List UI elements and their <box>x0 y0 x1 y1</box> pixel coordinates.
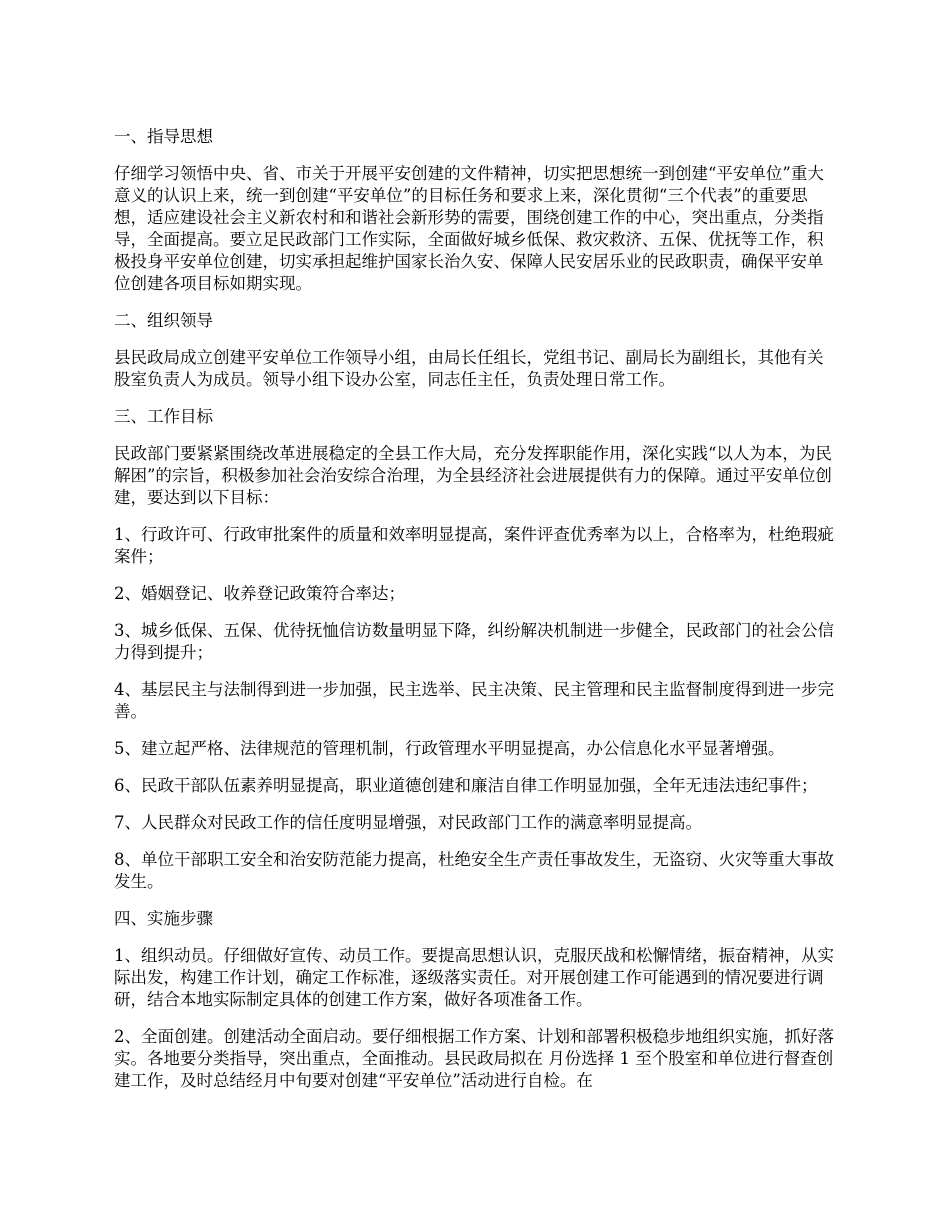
section-heading: 四、实施步骤 <box>114 909 213 928</box>
list-item: 1、行政许可、行政审批案件的质量和效率明显提高，案件评查优秀率为以上，合格率为，杜绝瑕疵案件； <box>114 525 834 566</box>
list-item: 7、人民群众对民政工作的信任度明显增强，对民政部门工作的满意率明显提高。 <box>114 813 702 832</box>
list-item: 1、组织动员。仔细做好宣传、动员工作。要提高思想认识，克服厌战和松懈情绪，振奋精神，从实际出发，构建工作计划，确定工作标准，逐级落实责任。对开展创建工作可能遇到的情况要进行调研，结合本地实际制定具体的创建工作方案，做好各项准备工作。 <box>114 946 834 1009</box>
list-item: 3、城乡低保、五保、优待抚恤信访数量明显下降，纠纷解决机制进一步健全，民政部门的社会公信力得到提升； <box>114 621 834 662</box>
list-item: 5、建立起严格、法律规范的管理机制，行政管理水平明显提高，办公信息化水平显著增强。 <box>114 739 785 758</box>
paragraph: 仔细学习领悟中央、省、市关于开展平安创建的文件精神，切实把思想统一到创建“平安单位”重大意义的认识上来，统一到创建“平安单位”的目标任务和要求上来，深化贯彻“三个代表”的重要思想，适应建设社会主义新农村和和谐社会新形势的需要，围绕创建工作的中心，突出重点，分类指导，全面提高。要立足民政部门工作实际，全面做好城乡低保、救灾救济、五保、优抚等工作，积极投身平安单位创建，切实承担起维护国家长治久安、保障人民安居乐业的民政职责，确保平安单位创建各项目标如期实现。 <box>114 164 824 293</box>
list-item: 8、单位干部职工安全和治安防范能力提高，杜绝安全生产责任事故发生，无盗窃、火灾等重大事故发生。 <box>114 850 834 891</box>
document-page <box>114 126 839 1107</box>
paragraph: 民政部门要紧紧围绕改革进展稳定的全县工作大局，充分发挥职能作用，深化实践“以人为本，为民解困”的宗旨，积极参加社会治安综合治理，为全县经济社会进展提供有力的保障。通过平安单位创建，要达到以下目标： <box>114 444 832 507</box>
list-item: 4、基层民主与法制得到进一步加强，民主选举、民主决策、民主管理和民主监督制度得到进一步完善。 <box>114 680 834 721</box>
list-item: 2、全面创建。创建活动全面启动。要仔细根据工作方案、计划和部署积极稳步地组织实施，抓好落实。各地要分类指导，突出重点，全面推动。县民政局拟在 月份选择 1 至个股室和单位进行督查创建工作，及时总结经月中旬要对创建“平安单位”活动进行自检。在 <box>114 1027 834 1090</box>
list-item: 2、婚姻登记、收养登记政策符合率达； <box>114 584 405 603</box>
section-heading: 二、组织领导 <box>114 311 213 330</box>
paragraph: 县民政局成立创建平安单位工作领导小组，由局长任组长，党组书记、副局长为副组长，其他有关股室负责人为成员。领导小组下设办公室，同志任主任，负责处理日常工作。 <box>114 348 824 389</box>
list-item: 6、民政干部队伍素养明显提高，职业道德创建和廉洁自律工作明显加强，全年无违法违纪事件； <box>114 776 818 795</box>
section-heading: 三、工作目标 <box>114 407 213 426</box>
section-heading: 一、指导思想 <box>114 127 213 146</box>
